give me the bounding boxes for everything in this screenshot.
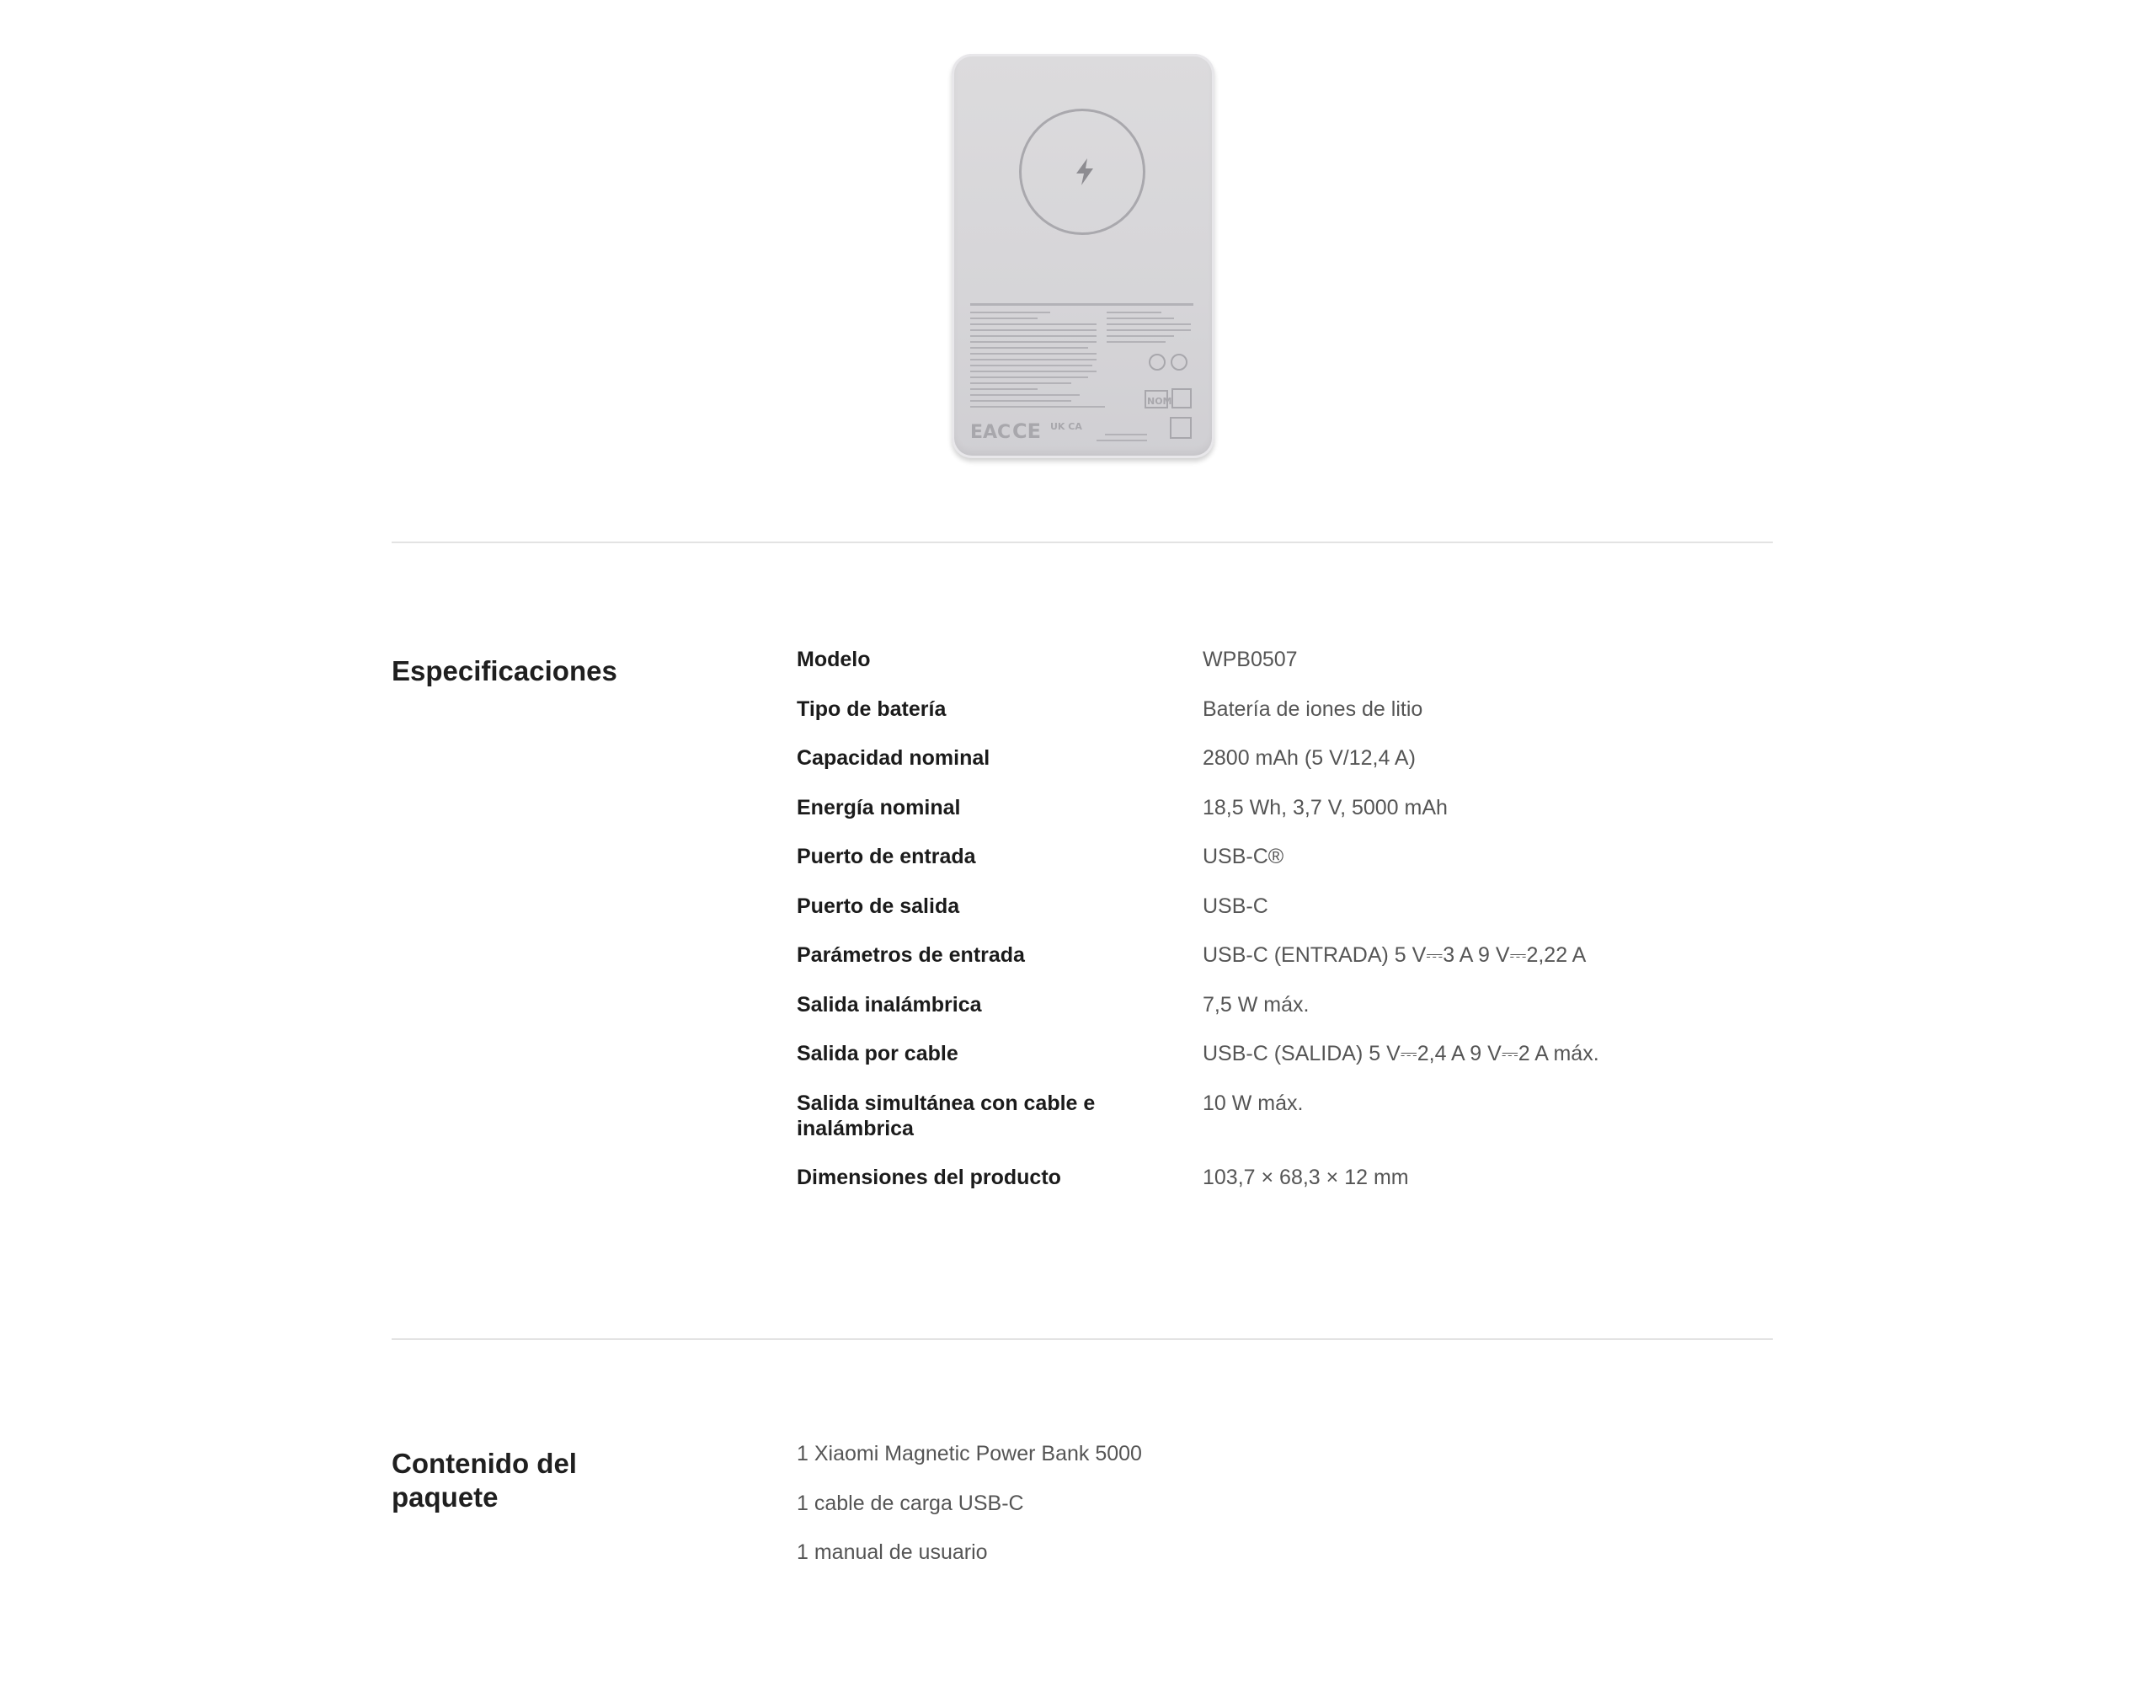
divider-top: [392, 542, 1773, 543]
spec-value: 18,5 Wh, 3,7 V, 5000 mAh: [1203, 795, 1448, 819]
spec-value: USB-C (SALIDA) 5 V⎓2,4 A 9 V⎓2 A máx.: [1203, 1042, 1599, 1065]
spec-value: WPB0507: [1203, 648, 1298, 671]
spec-row-input-port: [797, 844, 1773, 894]
list-item: 1 manual de usuario: [797, 1540, 988, 1564]
divider-middle: [392, 1338, 1773, 1340]
package-contents-list: [797, 1441, 1142, 1589]
list-item: 1 cable de carga USB-C: [797, 1491, 1024, 1515]
list-item: 1 Xiaomi Magnetic Power Bank 5000: [797, 1442, 1142, 1465]
spec-label: Capacidad nominal: [797, 746, 990, 770]
spec-row-simultaneous-output: [797, 1091, 1773, 1165]
spec-label: Tipo de batería: [797, 697, 947, 721]
svg-text:UK CA: UK CA: [1050, 421, 1082, 432]
spec-row-wireless-output: [797, 992, 1773, 1042]
spec-label: Parámetros de entrada: [797, 943, 1025, 967]
regulatory-label: [970, 303, 1198, 446]
spec-label: Salida inalámbrica: [797, 992, 982, 1017]
spec-label: Puerto de salida: [797, 894, 960, 918]
product-image: [948, 51, 1218, 463]
power-bank-back: [952, 54, 1214, 458]
spec-row-wired-output: [797, 1041, 1773, 1091]
spec-value: 7,5 W máx.: [1203, 992, 1310, 1017]
spec-value: USB-C: [1203, 894, 1268, 918]
spec-label: Puerto de entrada: [797, 845, 976, 868]
spec-value: Batería de iones de litio: [1203, 697, 1423, 721]
specs-title: Especificaciones: [392, 655, 617, 686]
package-title: Contenido del paquete: [392, 1448, 577, 1513]
spec-label: Salida por cable: [797, 1042, 958, 1065]
wireless-charging-coil: [1019, 109, 1145, 235]
svg-text:EAC: EAC: [970, 422, 1011, 443]
spec-label: Salida simultánea con cable e inalámbrica: [797, 1091, 1096, 1140]
spec-value: 10 W máx.: [1203, 1091, 1304, 1115]
spec-row-model: [797, 647, 1773, 697]
spec-row-output-port: [797, 894, 1773, 943]
spec-value: USB-C (ENTRADA) 5 V⎓3 A 9 V⎓2,22 A: [1203, 943, 1587, 967]
spec-label: Modelo: [797, 648, 871, 671]
spec-label: Dimensiones del producto: [797, 1165, 1061, 1189]
spec-value: 103,7 × 68,3 × 12 mm: [1203, 1165, 1409, 1189]
svg-text:CE: CE: [1012, 419, 1042, 443]
spec-row-input-parameters: [797, 942, 1773, 992]
spec-row-nominal-energy: [797, 795, 1773, 845]
spec-label: Energía nominal: [797, 795, 961, 819]
spec-row-nominal-capacity: [797, 745, 1773, 795]
spec-value: USB-C®: [1203, 845, 1284, 868]
spec-row-dimensions: [797, 1165, 1773, 1214]
specs-table: [797, 647, 1773, 1214]
lightning-bolt-icon: [1068, 155, 1102, 189]
spec-value: 2800 mAh (5 V/12,4 A): [1203, 746, 1416, 770]
spec-row-battery-type: [797, 697, 1773, 746]
svg-text:NOM: NOM: [1147, 396, 1172, 407]
